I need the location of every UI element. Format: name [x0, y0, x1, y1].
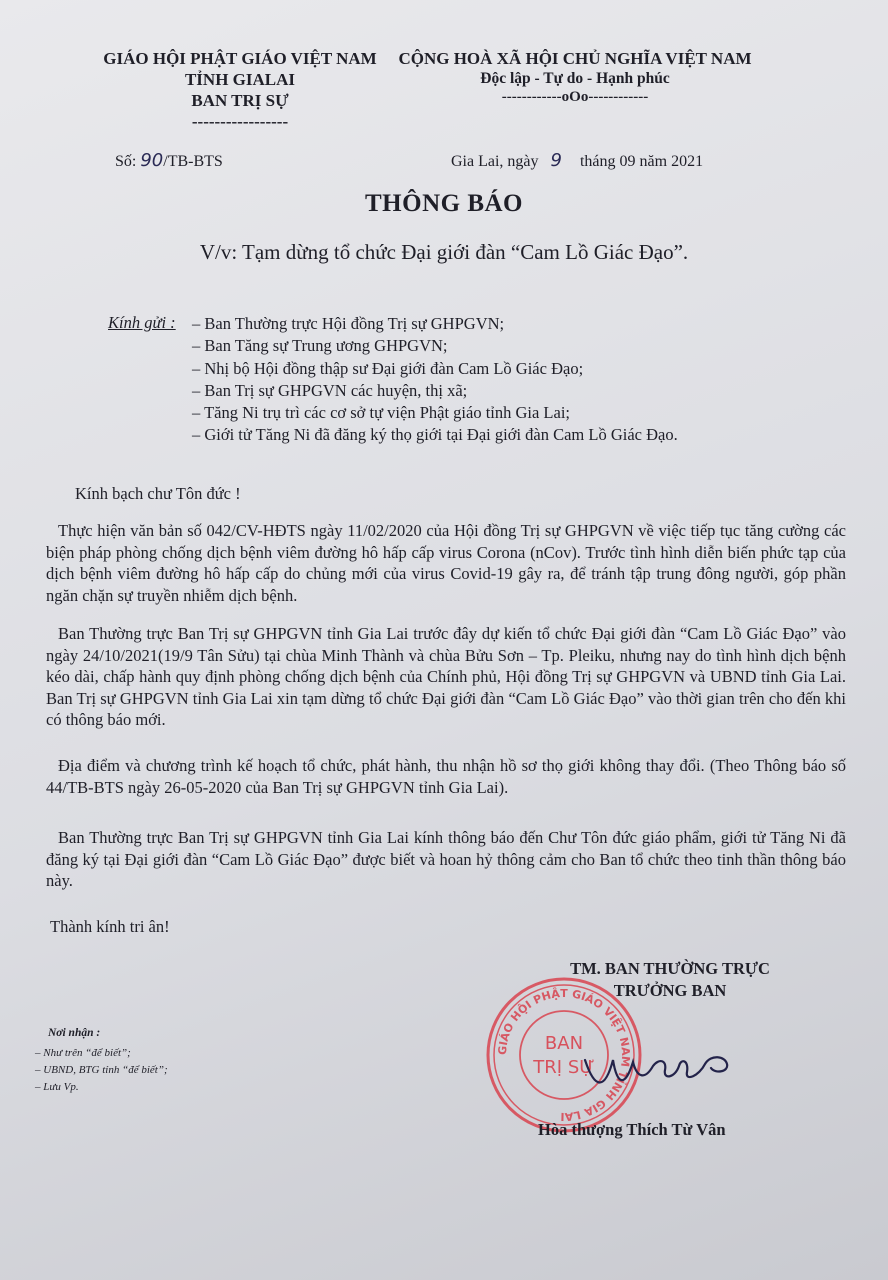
country-name: CỘNG HOÀ XÃ HỘI CHỦ NGHĨA VIỆT NAM — [398, 49, 752, 68]
body-paragraph-4: Ban Thường trực Ban Trị sự GHPGVN tỉnh Gia Lai kính thông báo đến Chư Tôn đức giáo phẩm, giới tử Tăng Ni đã đăng ký tại Đại giới đàn “Cam Lồ Giác Đạo” được biết và hoan hỷ thông cảm cho Ban tổ chức theo tinh thần thông báo này. — [46, 828, 846, 891]
body-paragraph-1: Thực hiện văn bản số 042/CV-HĐTS ngày 11/02/2020 của Hội đồng Trị sự GHPGVN về việc tiếp tục tăng cường các biện pháp phòng chống dịch bệnh viêm đường hô hấp cấp virus Corona (nCov). Trước tình hình diễn biến phức tạp của dịch bệnh viêm đường hô hấp cấp do chủng mới của virus Covid-19 gây ra, để tránh tập trung đông người, góp phần ngăn chặn sự truyền nhiễm dịch bệnh. — [46, 521, 846, 605]
date-place: Gia Lai, ngày — [451, 153, 539, 170]
reference-handwritten-number: 90 — [140, 150, 164, 171]
date-month-label: tháng — [579, 153, 616, 170]
distribution-item: – Lưu Vp. — [35, 1081, 79, 1093]
distribution-item: – UBND, BTG tỉnh “để biết”; — [35, 1064, 168, 1076]
recipients-label: Kính gửi : — [108, 313, 176, 332]
body-paragraph-2: Ban Thường trực Ban Trị sự GHPGVN tỉnh Gia Lai trước đây dự kiến tổ chức Đại giới đàn “Cam Lồ Giác Đạo” vào ngày 24/10/2021(19/9 Tân Sửu) tại chùa Minh Thành và chùa Bửu Sơn – Tp. Pleiku, nhưng nay do tình hình dịch bệnh kéo dài, chấp hành quy định phòng chống dịch bệnh của Chính phủ, Hội đồng Trị sự GHPGVN và UBND tỉnh Gia Lai. Ban Trị sự GHPGVN tỉnh Gia Lai xin tạm dừng tổ chức Đại giới đàn “Cam Lồ Giác Đạo” vào thời gian trên cho đến khi có thông báo mới. — [46, 624, 846, 730]
handwritten-signature — [575, 1030, 755, 1100]
reference-prefix: Số: — [115, 153, 137, 170]
recipient-item: – Tăng Ni trụ trì các cơ sở tự viện Phật giáo tỉnh Gia Lai; — [192, 403, 571, 423]
recipient-item: – Nhị bộ Hội đồng thập sư Đại giới đàn Cam Lồ Giác Đạo; — [192, 358, 584, 378]
recipients-list — [192, 313, 812, 447]
recipient-item: – Giới tử Tăng Ni đã đăng ký thọ giới tại Đại giới đàn Cam Lồ Giác Đạo. — [192, 425, 678, 445]
motto-rule: ------------oOo------------ — [501, 89, 649, 105]
distribution-title: Nơi nhận : — [48, 1027, 101, 1039]
signature-title: TM. BAN THƯỜNG TRỰC — [570, 959, 770, 978]
signature-position: TRƯỞNG BAN — [613, 981, 727, 1000]
motto: Độc lập - Tự do - Hạnh phúc — [480, 70, 670, 87]
greeting: Kính bạch chư Tôn đức ! — [75, 484, 241, 503]
reference-number — [115, 150, 223, 171]
recipient-item: – Ban Tăng sự Trung ương GHPGVN; — [192, 336, 448, 356]
org-rule: ----------------- — [191, 112, 289, 131]
signer-name: Hòa thượng Thích Từ Vân — [538, 1120, 726, 1139]
org-line-3: BAN TRỊ SỰ — [191, 91, 289, 110]
reference-suffix: /TB-BTS — [163, 153, 223, 170]
distribution-item: – Như trên “để biết”; — [35, 1047, 131, 1059]
document-subject: V/v: Tạm dừng tổ chức Đại giới đàn “Cam Lồ Giác Đạo”. — [199, 240, 689, 264]
issue-date — [451, 150, 703, 171]
signature-stroke — [585, 1057, 727, 1082]
seal-center-line-1: BAN — [544, 1033, 584, 1054]
date-month: 09 — [619, 153, 636, 170]
org-line-2: TỈNH GIALAI — [184, 70, 296, 89]
org-line-1: GIÁO HỘI PHẬT GIÁO VIỆT NAM — [103, 49, 377, 68]
closing-line: Thành kính tri ân! — [50, 917, 170, 936]
seal-ring-text: GIÁO HỘI PHẬT GIÁO VIỆT NAM TỈNH GIA LAI — [495, 986, 633, 1124]
date-year-label: năm — [639, 153, 668, 170]
body-paragraph-3: Địa điểm và chương trình kế hoạch tổ chức, phát hành, thu nhận hồ sơ thọ giới không thay đổi. (Theo Thông báo số 44/TB-BTS ngày 26-05-2020 của Ban Trị sự GHPGVN tỉnh Gia Lai). — [46, 756, 846, 797]
document-title: THÔNG BÁO — [365, 190, 523, 217]
date-day: 9 — [550, 150, 562, 171]
recipient-item: – Ban Thường trực Hội đồng Trị sự GHPGVN; — [192, 314, 505, 333]
national-motto-header — [360, 48, 790, 105]
date-year: 2021 — [671, 153, 704, 170]
distribution-list — [35, 1045, 168, 1096]
seal-center-line-2: TRỊ SỰ — [533, 1057, 595, 1078]
recipient-item: – Ban Trị sự GHPGVN các huyện, thị xã; — [192, 380, 468, 400]
